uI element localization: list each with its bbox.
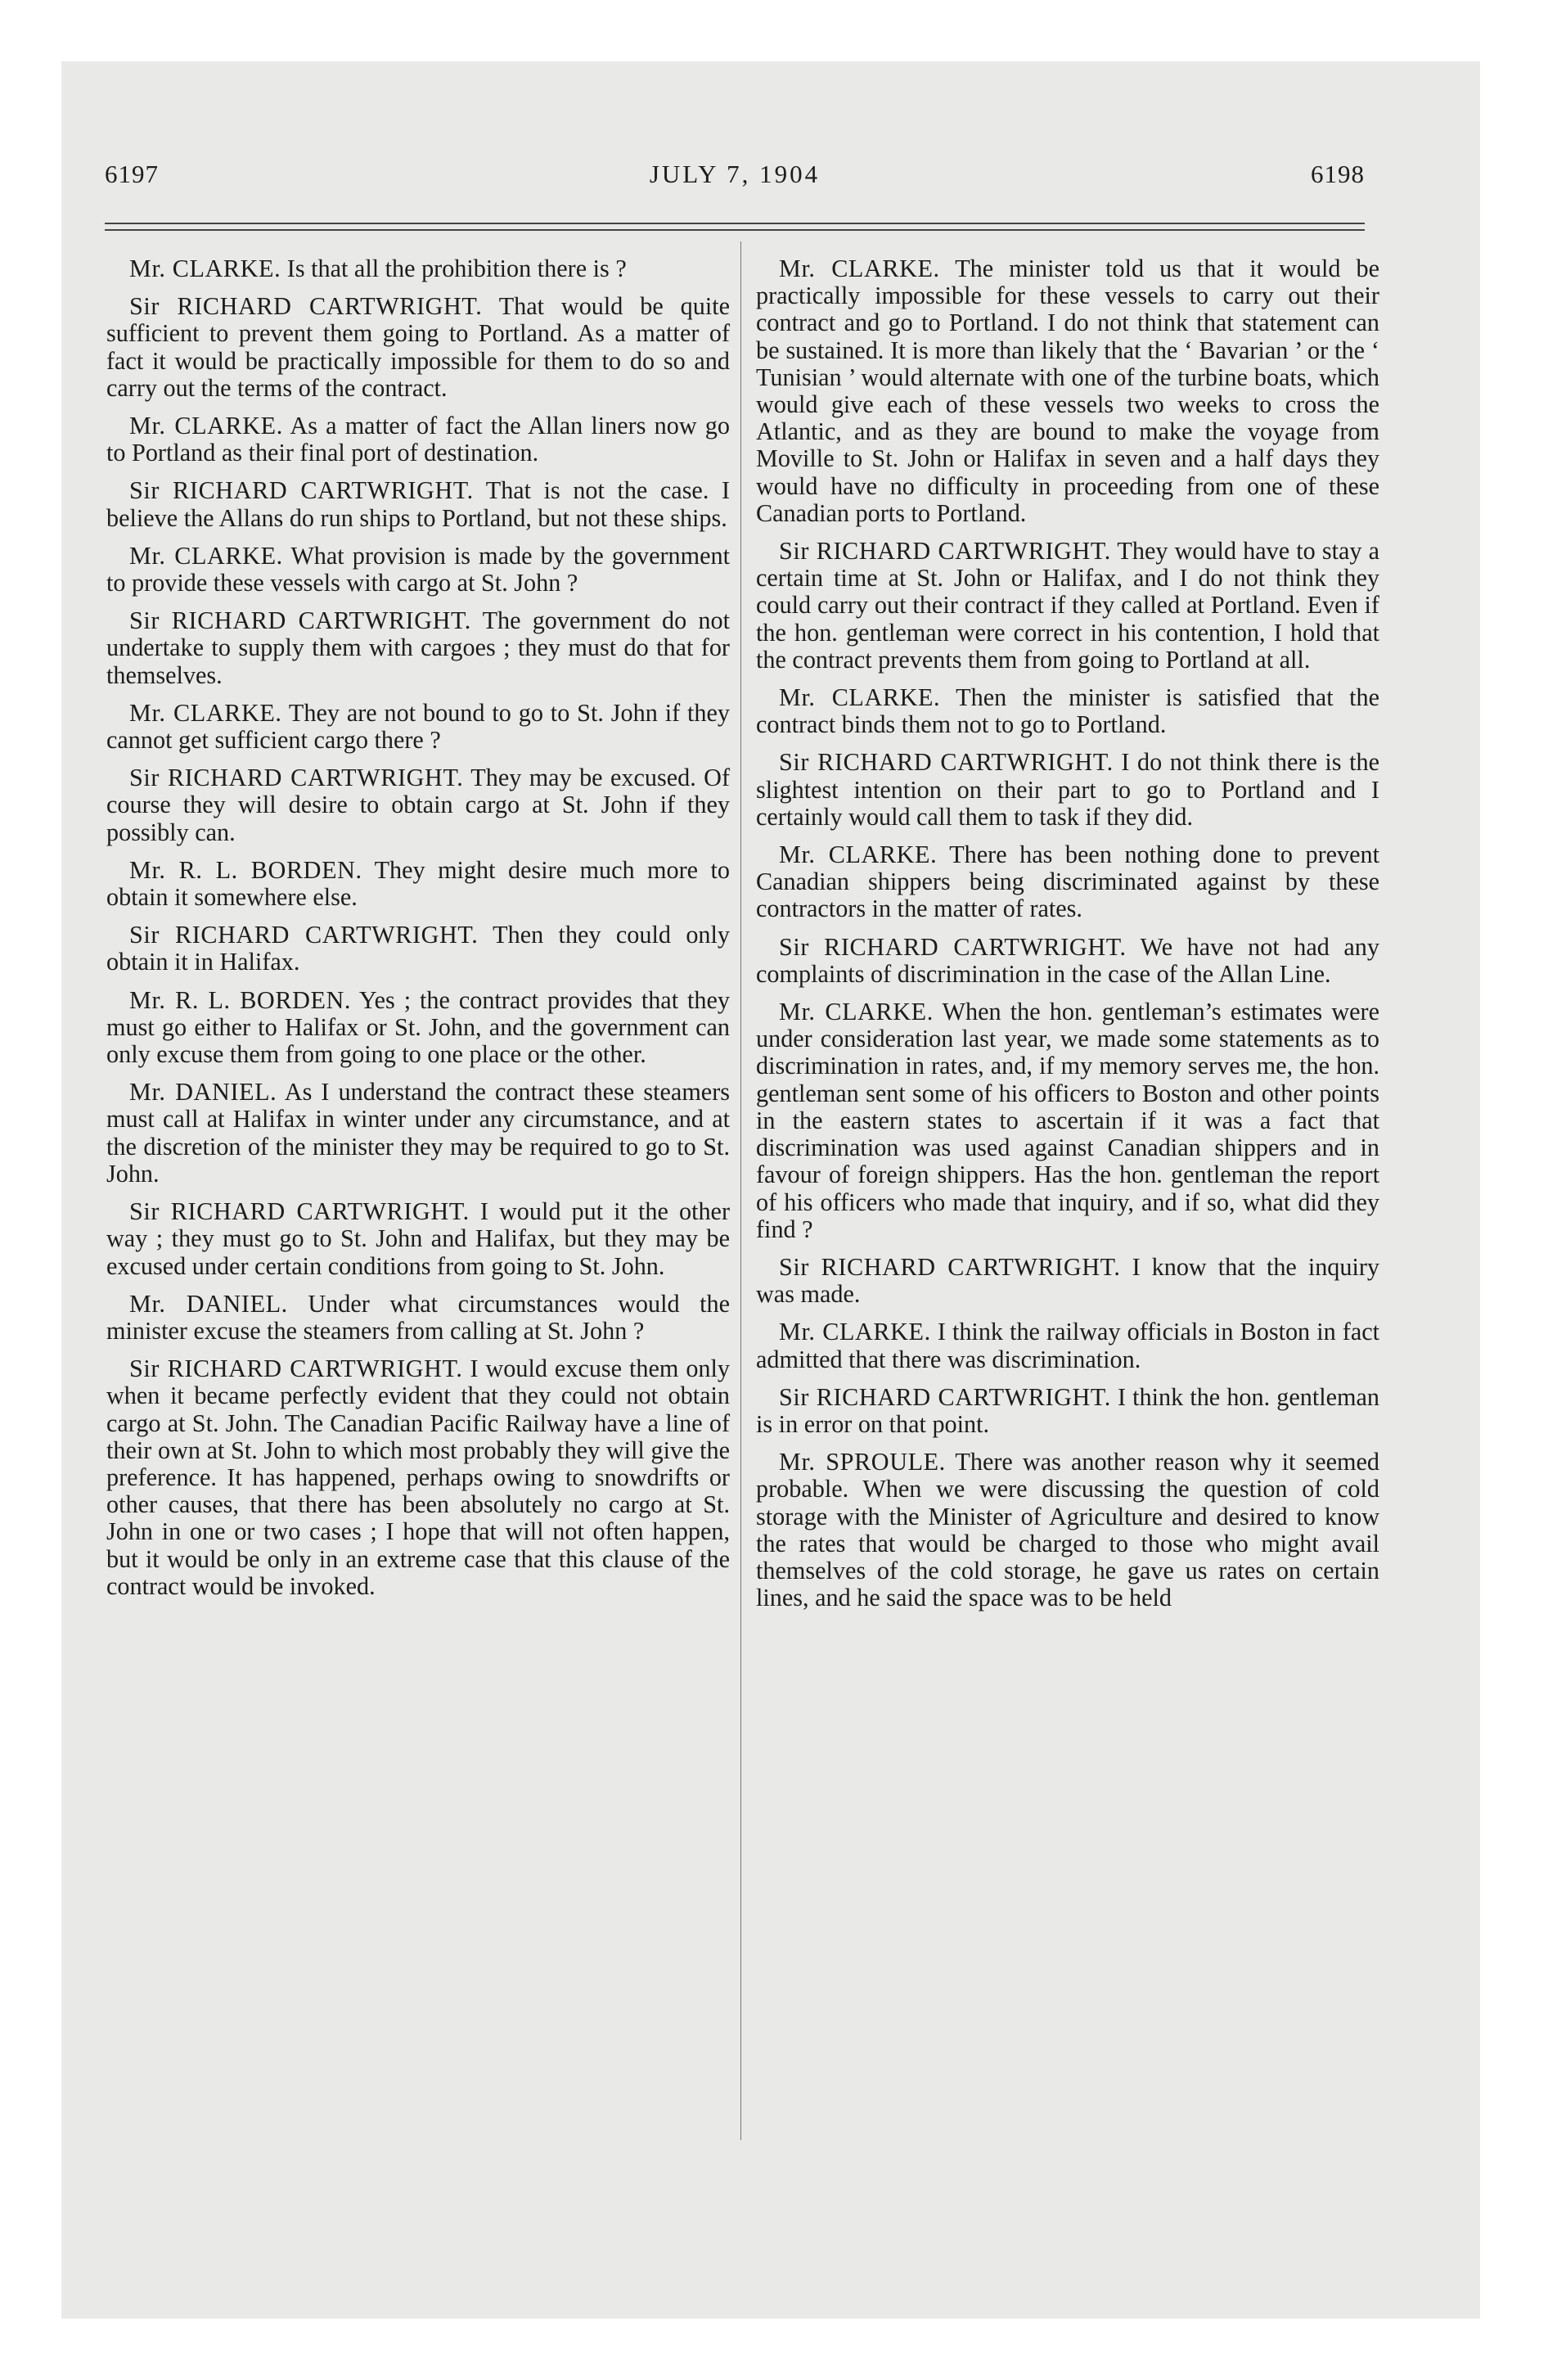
speaker-name: Mr. DANIEL.	[129, 1078, 277, 1107]
speaker-name: Mr. CLARKE.	[129, 698, 282, 727]
speech-paragraph	[106, 607, 730, 689]
speaker-name: Mr. CLARKE.	[779, 255, 940, 282]
speech-text: They might desire much more to obtain it somewhere else.	[106, 855, 730, 912]
speech-text: Under what circumstances would the minister excuse the steamers from calling at St. John ?	[106, 1289, 730, 1345]
speaker-name: Mr. R. L. BORDEN.	[129, 855, 362, 884]
speech-text: I think the railway officials in Boston in fact admitted that there was discrimination.	[756, 1318, 1380, 1373]
speaker-name: Mr. SPROULE.	[779, 1448, 946, 1476]
speech-text: I would excuse them only when it became perfectly evident that they could not obtain cargo at St. John. The Canadian Pacific Railway have a line of their own at St. John to which most probably they will give the preference. It has happened, perhaps owing to snowdrifts or other causes, that there has been absolutely no cargo at St. John in one or two cases ; I hope that will not often happen, but it would be only in an extreme case that this clause of the contract would be invoked.	[106, 1355, 731, 1600]
speaker-name: Mr. DANIEL.	[129, 1289, 288, 1318]
speech-paragraph	[106, 922, 730, 976]
speech-paragraph	[106, 477, 730, 531]
speech-paragraph	[756, 998, 1379, 1243]
speech-paragraph	[756, 1384, 1379, 1438]
speech-paragraph	[106, 987, 730, 1069]
speech-text: What provision is made by the government to provide these vessels with cargo at St. John ?	[106, 541, 730, 597]
header-rule-bottom	[105, 229, 1365, 231]
speech-text: There has been nothing done to prevent Canadian shippers being discriminated against by these contractors in the matter of rates.	[756, 841, 1379, 923]
speaker-name: Sir RICHARD CARTWRIGHT.	[129, 1355, 463, 1383]
speech-paragraph	[106, 412, 730, 467]
right-column	[756, 255, 1379, 1622]
speech-text: Then they could only obtain it in Halifax.	[106, 921, 730, 976]
speech-paragraph	[756, 749, 1379, 831]
speaker-name: Sir RICHARD CARTWRIGHT.	[779, 1382, 1111, 1411]
speech-paragraph	[756, 255, 1379, 527]
speaker-name: Mr. CLARKE.	[779, 841, 938, 869]
speech-text: That is not the case. I believe the Allans do run ships to Portland, but not these ships.	[106, 476, 730, 532]
speech-text: Is that all the prohibition there is ?	[286, 255, 627, 282]
speech-text: They would have to stay a certain time at St. John or Halifax, and I do not think they could carry out their contract if they called at Portland. Even if the hon. gentleman were correct in his contention, I hold that the contract prevents them from going to Portland at all.	[756, 537, 1379, 674]
speech-paragraph	[106, 700, 730, 754]
speech-paragraph	[756, 684, 1379, 738]
header-date: JULY 7, 1904	[649, 160, 821, 188]
speech-text: We have not had any complaints of discrimination in the case of the Allan Line.	[756, 932, 1379, 988]
speech-paragraph	[106, 543, 730, 597]
column-divider	[740, 241, 741, 2140]
speech-text: There was another reason why it seemed probable. When we were discussing the question of cold storage with the Minister of Agriculture and desired to know the rates that would be charged to those who might avail themselves of the cold storage, he gave us rates on certain lines, and he said the space was to be held	[756, 1448, 1379, 1612]
speaker-name: Mr. CLARKE.	[129, 541, 283, 570]
speech-text: They may be excused. Of course they will desire to obtain cargo at St. John if they possibly can.	[106, 764, 730, 846]
speaker-name: Sir RICHARD CARTWRIGHT.	[129, 292, 483, 321]
speaker-name: Mr. R. L. BORDEN.	[129, 985, 352, 1014]
speaker-name: Sir RICHARD CARTWRIGHT.	[129, 764, 464, 792]
speaker-name: Sir RICHARD CARTWRIGHT.	[779, 537, 1111, 566]
speech-text: That would be quite sufficient to prevent them going to Portland. As a matter of fact it would be practically impossible for them to do so and carry out the terms of the contract.	[106, 292, 730, 402]
speaker-name: Mr. CLARKE.	[129, 255, 281, 282]
speaker-name: Sir RICHARD CARTWRIGHT.	[779, 748, 1114, 777]
speech-paragraph	[106, 255, 730, 282]
speaker-name: Mr. CLARKE.	[779, 1318, 931, 1346]
speech-text: As I understand the contract these steamers must call at Halifax in winter under any circumstance, and at the discretion of the minister they may be required to go to St. John.	[106, 1078, 730, 1188]
speaker-name: Sir RICHARD CARTWRIGHT.	[129, 1197, 470, 1226]
speech-text: Then the minister is satisfied that the contract binds them not to go to Portland.	[756, 683, 1379, 739]
speech-paragraph	[106, 1198, 730, 1280]
speech-text: I know that the inquiry was made.	[756, 1252, 1380, 1309]
speech-text: As a matter of fact the Allan liners now go to Portland as their final port of destination.	[106, 412, 730, 467]
speech-paragraph	[106, 857, 730, 911]
speech-text: The government do not undertake to supply them with cargoes ; they must do that for themselves.	[106, 606, 730, 689]
speech-text: I do not think there is the slightest intention on their part to go to Portland and I certainly would call them to task if they did.	[756, 748, 1380, 831]
speech-paragraph	[756, 1449, 1379, 1611]
page-number-right: 6198	[1311, 160, 1365, 188]
speech-text: Yes ; the contract provides that they must go either to Halifax or St. John, and the government can only excuse them from going to one place or the other.	[106, 985, 730, 1069]
speech-text: They are not bound to go to St. John if they cannot get sufficient cargo there ?	[106, 698, 730, 755]
page-header	[105, 160, 1365, 192]
speech-text: I think the hon. gentleman is in error on that point.	[756, 1382, 1380, 1438]
speaker-name: Sir RICHARD CARTWRIGHT.	[129, 606, 471, 635]
speech-text: I would put it the other way ; they must go to St. John and Halifax, but they may be excused under certain conditions from going to St. John.	[106, 1197, 731, 1280]
speaker-name: Sir RICHARD CARTWRIGHT.	[779, 932, 1127, 961]
speech-paragraph	[756, 841, 1379, 923]
header-rule-top	[105, 223, 1365, 224]
speaker-name: Sir RICHARD CARTWRIGHT.	[129, 476, 474, 505]
speech-paragraph	[106, 293, 730, 402]
speaker-name: Sir RICHARD CARTWRIGHT.	[129, 921, 479, 949]
left-column	[106, 255, 730, 1611]
speaker-name: Mr. CLARKE.	[779, 998, 934, 1026]
speech-paragraph	[756, 538, 1379, 674]
speech-paragraph	[756, 1254, 1379, 1308]
speech-paragraph	[106, 1291, 730, 1345]
speech-paragraph	[106, 1355, 730, 1600]
page-number-left: 6197	[105, 160, 159, 188]
speaker-name: Mr. CLARKE.	[779, 683, 941, 712]
speaker-name: Sir RICHARD CARTWRIGHT.	[779, 1252, 1121, 1281]
speech-paragraph	[756, 934, 1379, 988]
speech-paragraph	[106, 764, 730, 846]
speech-paragraph	[756, 1318, 1379, 1373]
speech-text: When the hon. gentleman’s estimates were under consideration last year, we made some statements as to discrimination in rates, and, if my memory serves me, the hon. gentleman sent some of his officers to Boston and other points in the eastern states to ascertain if it was a fact that discrimination was used against Canadian shippers and in favour of foreign shippers. Has the hon. gentleman the report of his officers who made that inquiry, and if so, what did they find ?	[756, 998, 1380, 1243]
speaker-name: Mr. CLARKE.	[129, 412, 283, 440]
speech-text: The minister told us that it would be practically impossible for these vessels to carry out their contract and go to Portland. I do not think that statement can be sustained. It is more than likely that the ‘ Bavarian ’ or the ‘ Tunisian ’ would alternate with one of the turbine boats, which would give each of these vessels two weeks to cross the Atlantic, and as they are bound to make the voyage from Moville to St. John or Halifax in seven and a half days they would have no difficulty in proceeding from one of these Canadian ports to Portland.	[756, 255, 1380, 527]
speech-paragraph	[106, 1079, 730, 1188]
